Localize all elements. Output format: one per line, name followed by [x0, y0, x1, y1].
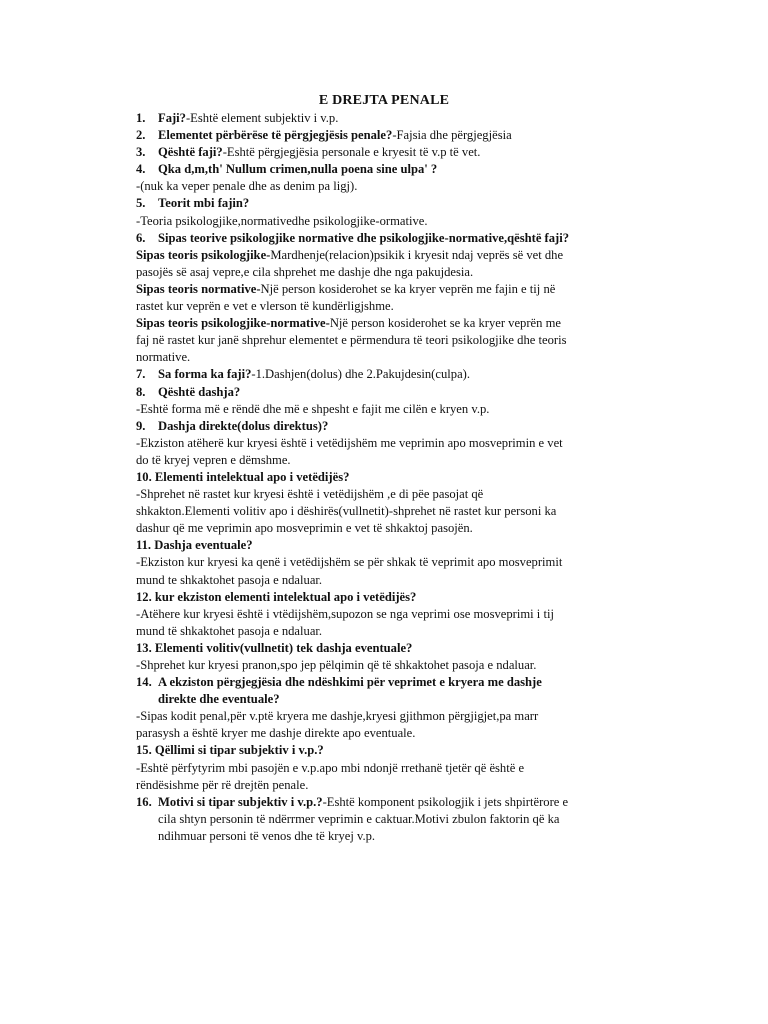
answer: cila shtyn personin të ndërrmer veprimin e caktuar.Motivi zbulon faktorin që ka: [158, 811, 560, 826]
document-body: [136, 110, 654, 845]
item-number: 6.: [136, 230, 146, 245]
list-item: [136, 537, 654, 554]
item-number: 13.: [136, 640, 152, 655]
question: Elementet përbërëse të përgjegjësis penale?: [158, 128, 393, 143]
answer: -(nuk ka veper penale dhe as denim pa ligj).: [136, 179, 358, 194]
list-item: [136, 742, 654, 759]
answer: -Eshtë element subjektiv i v.p.: [185, 111, 339, 125]
question: direkte dhe eventuale?: [158, 692, 280, 707]
list-item: [136, 794, 654, 811]
list-item: [136, 195, 654, 212]
answer: -Sipas kodit penal,për v.ptë kryera me dashje,kryesi gjithmon përgjigjet,pa marr: [136, 709, 539, 724]
answer-text: Mardhenje(relacion)psikik i kryesit ndaj veprës së vet dhe: [270, 247, 564, 262]
question: Sipas teorive psikologjike normative dhe psikologjike-normative,qështë faji?: [158, 230, 570, 245]
answer: -1.Dashjen(dolus) dhe 2.Pakujdesin(culpa).: [251, 367, 470, 382]
list-item: [136, 110, 654, 127]
list-item: [136, 127, 654, 144]
list-item: [136, 366, 654, 383]
answer-text: Një person kosiderohet se ka kryer veprën me fajin e tij në: [260, 281, 556, 296]
question: Qëllimi si tipar subjektiv i v.p.?: [154, 743, 324, 758]
answer: parasysh a është kryer me dashje direkte apo eventuale.: [136, 726, 416, 741]
item-number: 2.: [136, 128, 146, 143]
answer: shkakton.Elementi volitiv apo i dëshirës(vullnetit)-shprehet në rastet kur personi ka: [136, 504, 557, 519]
item-number: 8.: [136, 384, 146, 399]
answer-text: rastet kur veprën e vet e vlerson të kundërligjshme.: [136, 299, 394, 314]
answer-text: pasojës së asaj vepre,e cila shprehet me dashje dhe nga pakujdesia.: [136, 264, 474, 279]
answer: -Shprehet në rastet kur kryesi është i vetëdijshëm ,e di pëe pasojat që: [136, 487, 484, 502]
answer: mund të shkaktohet pasoja e ndaluar.: [136, 623, 323, 638]
item-number: 7.: [136, 367, 146, 382]
item-number: 10.: [136, 469, 152, 484]
subheading: Sipas teoris psikologjike-: [136, 247, 271, 262]
answer: [136, 281, 654, 298]
item-number: 14.: [136, 675, 152, 690]
question: Elementi volitiv(vullnetit) tek dashja eventuale?: [154, 640, 413, 655]
answer: mund te shkaktohet pasoja e ndaluar.: [136, 572, 323, 587]
answer: -Eshtë forma më e rëndë dhe më e shpesht e fajit me cilën e kryen v.p.: [136, 401, 490, 416]
list-item: [136, 384, 654, 401]
answer: -Ekziston kur kryesi ka qenë i vetëdijshëm se për shkak të veprimit apo mosveprimit: [136, 555, 563, 570]
answer: ndihmuar personi të venos dhe të kryej v.p.: [158, 828, 376, 843]
question: Teorit mbi fajin?: [158, 196, 250, 211]
question: Faji?: [158, 111, 186, 125]
question: Dashja direkte(dolus direktus)?: [158, 418, 329, 433]
question: kur ekziston elementi intelektual apo i vetëdijës?: [154, 589, 417, 604]
list-item: [136, 469, 654, 486]
question: Qka d,m,th' Nullum crimen,nulla poena sine ulpa' ?: [158, 162, 438, 177]
list-item: [136, 640, 654, 657]
item-number: 16.: [136, 794, 152, 809]
question: Motivi si tipar subjektiv i v.p.?: [158, 794, 323, 809]
list-item: [136, 161, 654, 178]
answer: [136, 247, 654, 264]
question: Dashja eventuale?: [154, 538, 253, 553]
answer-text: faj në rastet kur janë shprehur elementet e përmendura të teori psikologjike dhe teoris: [136, 333, 567, 348]
list-item: [136, 230, 654, 247]
question: Qështë faji?: [158, 145, 223, 160]
question: Sa forma ka faji?: [158, 367, 252, 382]
list-item: [136, 589, 654, 606]
question: Elementi intelektual apo i vetëdijës?: [154, 469, 350, 484]
answer: do të kryej vepren e dëmshme.: [136, 452, 291, 467]
answer: -Eshtë përgjegjësia personale e kryesit të v.p të vet.: [222, 145, 481, 160]
item-number: 15.: [136, 743, 152, 758]
list-item: [136, 674, 654, 691]
subheading: Sipas teoris normative-: [136, 281, 261, 296]
answer: -Fajsia dhe përgjegjësia: [392, 128, 512, 143]
question: A ekziston përgjegjësia dhe ndëshkimi për veprimet e kryera me dashje: [158, 675, 542, 690]
answer: dashur që me veprimin apo mosveprimin e vet të shkaktoj pasojën.: [136, 521, 473, 536]
answer: rëndësishme për rë drejtën penale.: [136, 777, 309, 792]
answer: -Eshtë përfytyrim mbi pasojën e v.p.apo mbi ndonjë rrethanë tjetër që është e: [136, 760, 525, 775]
item-number: 4.: [136, 162, 146, 177]
answer: -Eshtë komponent psikologjik i jets shpirtërore e: [322, 794, 569, 809]
item-number: 12.: [136, 589, 152, 604]
question: Qështë dashja?: [158, 384, 241, 399]
answer-text: Një person kosiderohet se ka kryer veprën me: [329, 316, 561, 331]
item-number: 9.: [136, 418, 146, 433]
list-item: [136, 144, 654, 161]
answer: -Atëhere kur kryesi është i vtëdijshëm,supozon se nga veprimi ose mosveprimi i tij: [136, 606, 554, 621]
list-item: [136, 418, 654, 435]
answer: -Teoria psikologjike,normativedhe psikologjike-ormative.: [136, 213, 428, 228]
item-number: 5.: [136, 196, 146, 211]
answer-text: normative.: [136, 350, 191, 365]
question-continued: [136, 691, 654, 708]
item-number: 3.: [136, 145, 146, 160]
answer: [136, 315, 654, 332]
item-number: 11.: [136, 538, 152, 553]
item-number: 1.: [136, 111, 146, 125]
answer: -Shprehet kur kryesi pranon,spo jep pëlqimin që të shkaktohet pasoja e ndaluar.: [136, 658, 537, 672]
subheading: Sipas teoris psikologjike-normative-: [136, 316, 330, 331]
answer: -Ekziston atëherë kur kryesi është i vetëdijshëm me veprimin apo mosveprimin e vet: [136, 435, 563, 450]
document-title: E DREJTA PENALE: [318, 93, 450, 108]
